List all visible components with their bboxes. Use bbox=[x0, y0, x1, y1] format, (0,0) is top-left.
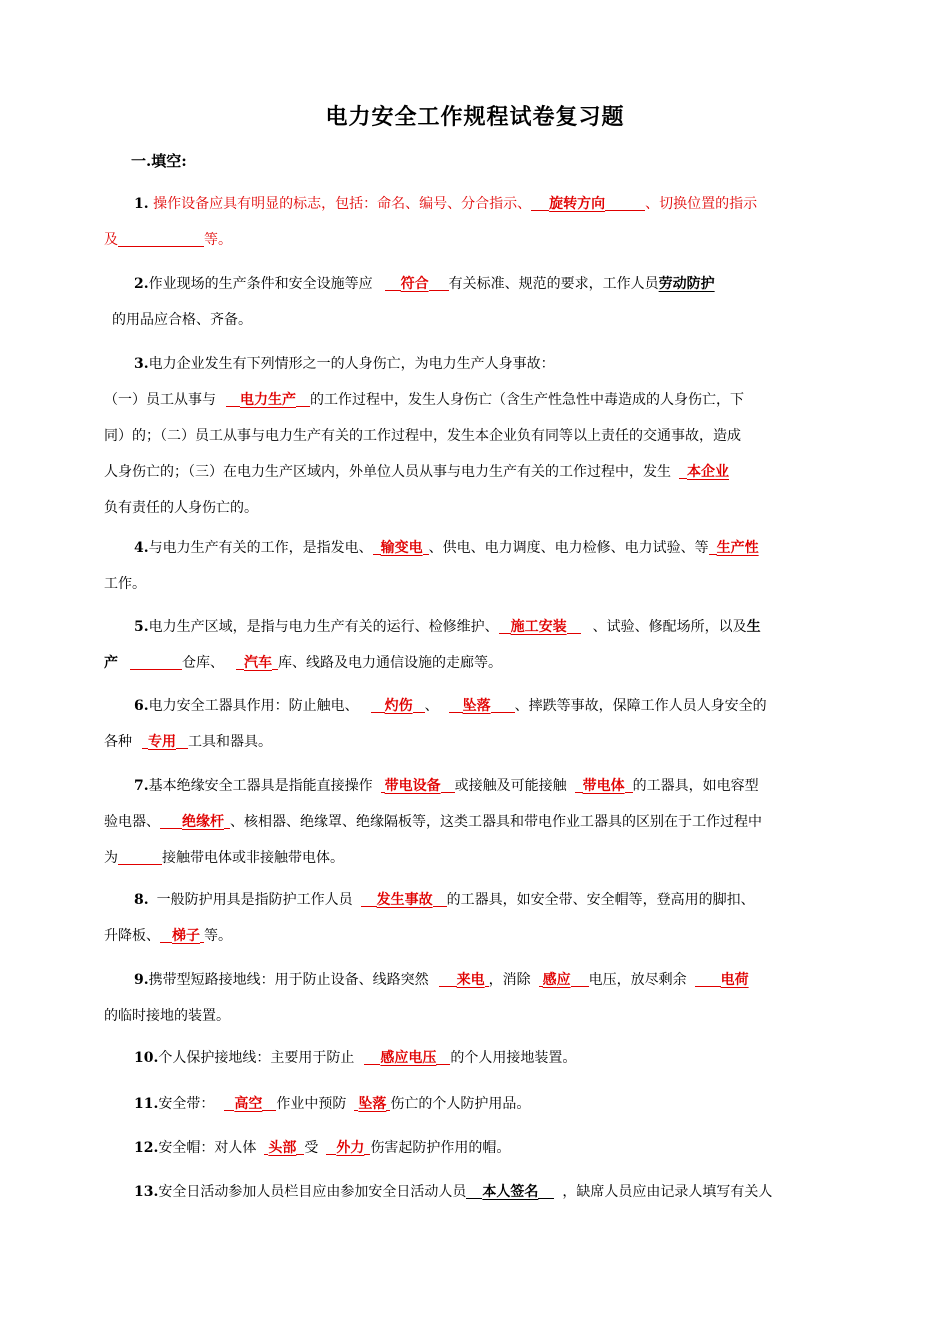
answer: 发生事故 bbox=[376, 892, 433, 908]
question-7-line-3: 为 接触带电体或非接触带电体。 bbox=[104, 850, 344, 866]
question-10 bbox=[104, 1040, 848, 1076]
answer: 生产性 bbox=[716, 540, 759, 556]
question-8-line-2: 升降板、 梯子 等。 bbox=[104, 928, 232, 944]
answer: 旋转方向 bbox=[549, 196, 606, 212]
answer: 高空 bbox=[234, 1096, 263, 1112]
answer: 输变电 bbox=[380, 540, 423, 556]
question-7 bbox=[104, 768, 848, 876]
answer: 坠落 bbox=[358, 1096, 387, 1112]
question-3-line-4: 负有责任的人身伤亡的。 bbox=[104, 500, 258, 516]
question-1 bbox=[104, 186, 848, 258]
question-11 bbox=[104, 1086, 848, 1122]
answer: 汽车 bbox=[244, 655, 272, 671]
answer: 头部 bbox=[268, 1140, 297, 1156]
answer: 专用 bbox=[148, 734, 176, 750]
question-4-line-2: 工作。 bbox=[104, 576, 146, 592]
answer: 电荷 bbox=[720, 972, 749, 988]
answer: 带电设备 bbox=[384, 778, 441, 794]
question-6 bbox=[104, 688, 848, 760]
page-title: 电力安全工作规程试卷复习题 bbox=[325, 105, 625, 130]
answer: 来电 bbox=[456, 972, 485, 988]
question-2 bbox=[104, 266, 848, 338]
question-3-line-2: 同）的；（二）员工从事与电力生产有关的工作过程中，发生本企业负有同等以上责任的交通事故，造成 bbox=[104, 428, 741, 444]
answer: 感应电压 bbox=[380, 1050, 437, 1066]
answer: 劳动防护 bbox=[658, 276, 715, 292]
question-12-line-1: 12.安全帽：对人体 头部 受 外力 伤害起防护作用的帽。 bbox=[134, 1140, 511, 1156]
question-2-line-2: 的用品应合格、齐备。 bbox=[112, 312, 252, 328]
question-4 bbox=[104, 530, 848, 602]
question-9 bbox=[104, 962, 848, 1034]
question-7-line-1: 7.基本绝缘安全工器具是指能直接操作 带电设备 或接触及可能接触 带电体 的工器具，如电容型 bbox=[134, 778, 759, 794]
question-2-line-1: 2.作业现场的生产条件和安全设施等应 符合 有关标准、规范的要求，工作人员劳动防护 bbox=[134, 276, 715, 292]
question-3-head: 3.电力企业发生有下列情形之一的人身伤亡，为电力生产人身事故： bbox=[134, 356, 555, 372]
question-13-line-1: 13.安全日活动参加人员栏目应由参加安全日活动人员 本人签名 ，缺席人员应由记录人填写有关人 bbox=[134, 1184, 773, 1200]
answer: 电力生产 bbox=[240, 392, 296, 408]
question-8 bbox=[104, 882, 848, 954]
question-3-line-1: （一）员工从事与 电力生产 的工作过程中，发生人身伤亡（含生产性急性中毒造成的人身伤亡，下 bbox=[104, 392, 744, 408]
question-1-line-1: 1. 操作设备应具有明显的标志，包括：命名、编号、分合指示、 旋转方向 、切换位置的指示 bbox=[134, 196, 758, 212]
section-heading: 一.填空: bbox=[131, 152, 187, 170]
answer: 坠落 bbox=[462, 698, 491, 714]
answer: 带电体 bbox=[582, 778, 625, 794]
question-9-line-1: 9.携带型短路接地线：用于防止设备、线路突然 来电 ，消除 感应 电压，放尽剩余 电荷 bbox=[134, 972, 749, 988]
answer: 本企业 bbox=[687, 464, 729, 480]
answer: 绝缘杆 bbox=[182, 814, 224, 830]
question-10-line-1: 10.个人保护接地线：主要用于防止 感应电压 的个人用接地装置。 bbox=[134, 1050, 577, 1066]
question-12 bbox=[104, 1130, 848, 1166]
answer: 感应 bbox=[542, 972, 571, 988]
question-1-line-2: 及 等。 bbox=[104, 232, 232, 248]
answer: 外力 bbox=[336, 1140, 365, 1156]
question-8-line-1: 8. 一般防护用具是指防护工作人员 发生事故 的工器具，如安全带、安全帽等，登高用的脚扣、 bbox=[134, 892, 755, 908]
question-9-line-2: 的临时接地的装置。 bbox=[104, 1008, 230, 1024]
answer: 本人签名 bbox=[482, 1184, 539, 1200]
question-6-line-1: 6.电力安全工器具作用：防止触电、 灼伤 、 坠落 、摔跌等事故，保障工作人员人身安全的 bbox=[134, 698, 767, 714]
question-7-line-2: 验电器、 绝缘杆 、核相器、绝缘罩、绝缘隔板等，这类工器具和带电作业工器具的区别在于工作过程中 bbox=[104, 814, 762, 830]
question-5-line-1: 5.电力生产区域，是指与电力生产有关的运行、检修维护、 施工安装 、试验、修配场所，以及生 bbox=[134, 619, 761, 635]
question-11-line-1: 11.安全带： 高空 作业中预防 坠落 伤亡的个人防护用品。 bbox=[134, 1096, 531, 1112]
question-3-line-3: 人身伤亡的；（三）在电力生产区域内，外单位人员从事与电力生产有关的工作过程中，发生 本企业 bbox=[104, 464, 729, 480]
question-13 bbox=[104, 1174, 848, 1210]
answer: 梯子 bbox=[172, 928, 200, 944]
question-3 bbox=[104, 346, 848, 526]
answer: 符合 bbox=[400, 276, 429, 292]
question-6-line-2: 各种 专用 工具和器具。 bbox=[104, 734, 272, 750]
question-5-line-2: 产 仓库、 汽车 库、线路及电力通信设施的走廊等。 bbox=[104, 655, 502, 671]
answer: 施工安装 bbox=[510, 619, 567, 635]
question-5 bbox=[104, 609, 848, 681]
question-4-line-1: 4.与电力生产有关的工作，是指发电、 输变电 、供电、电力调度、电力检修、电力试验、等 生产性 bbox=[134, 540, 759, 556]
answer: 灼伤 bbox=[384, 698, 413, 714]
